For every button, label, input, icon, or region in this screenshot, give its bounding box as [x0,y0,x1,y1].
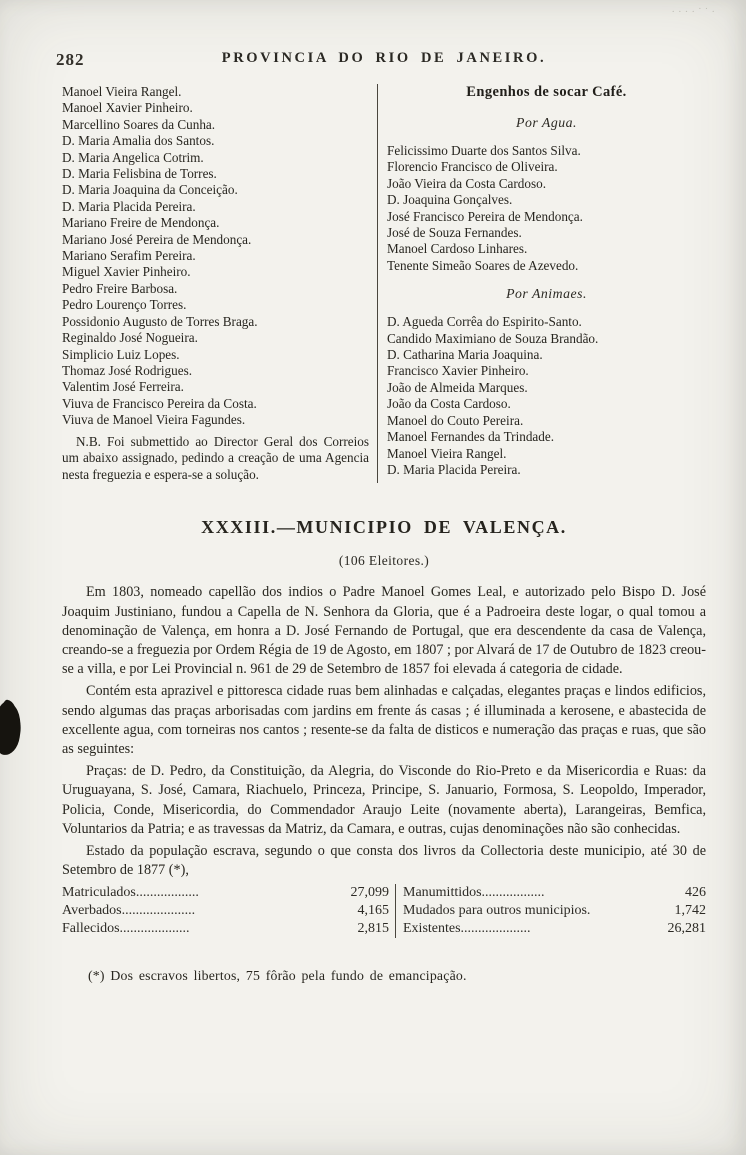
nb-note: N.B. Foi submettido ao Director Geral dos Correios um abaixo assignado, pedindo a creação de uma Agencia nesta freguezia e espera-se a solução. [62,433,369,482]
resident-name: D. Maria Amalia dos Santos. [62,133,215,149]
stat-value: 27,099 [350,885,389,901]
resident-name: D. Maria Joaquina da Conceição. [62,182,238,198]
water-mill-owners-list [387,143,706,274]
page-title: PROVINCIA DO RIO DE JANEIRO. [221,50,547,66]
animal-mill-owner: Candido Maximiano de Souza Brandão. [387,330,599,346]
animal-mill-owner: Manoel Vieira Rangel. [387,445,507,461]
animal-mill-owner: D. Agueda Corrêa do Espirito-Santo. [387,314,582,330]
stat-row-mudados [403,902,706,920]
resident-name: Manoel Vieira Rangel. [62,84,182,99]
stat-label: Averbados..................... [62,903,196,919]
animal-mill-owner: Manoel Fernandes da Trindade. [387,429,555,445]
water-mill-owner: Florencio Francisco de Oliveira. [387,159,558,175]
resident-name: Viuva de Manoel Vieira Fagundes. [62,412,246,428]
stat-row-matriculados [62,884,389,902]
resident-name: Simplicio Luiz Lopes. [62,346,180,362]
water-mill-owner: João Vieira da Costa Cardoso. [387,175,547,191]
paragraph-description: Contém esta aprazivel e pittoresca cidade ruas bem alinhadas e calçadas, elegantes praças e lindos edificios, sendo algumas das praças arborisadas com jardins em frente ás casas ; é illuminada a kerosene, e abastecida de excellente agua, com torneiras nos cantos ; resente-se da falta de disticos e numeração das praças e ruas, que são as seguintes: [62,683,706,757]
left-column [62,84,378,483]
resident-name: D. Maria Felisbina de Torres. [62,166,217,182]
electors-count: (106 Eleitores.) [338,553,430,569]
ink-blot [0,700,23,753]
stat-row-averbados [62,902,389,920]
resident-name: D. Maria Angelica Cotrim. [62,149,204,165]
resident-name: Mariano Serafim Pereira. [62,248,196,264]
right-column [378,84,706,483]
por-agua-heading: Por Agua. [516,115,577,130]
stat-label: Existentes.................... [403,920,531,936]
por-animaes-heading: Por Animaes. [506,286,587,302]
stat-value: 26,281 [667,920,706,936]
stat-label: Manumittidos.................. [403,885,545,901]
resident-name: Reginaldo José Nogueira. [62,330,198,346]
page-header [56,50,706,72]
animal-mill-owner: D. Catharina Maria Joaquina. [387,347,543,363]
resident-name: Thomaz José Rodrigues. [62,362,193,378]
stat-value: 2,815 [357,920,389,936]
resident-name: Viuva de Francisco Pereira da Costa. [62,395,257,411]
resident-name: D. Maria Placida Pereira. [62,198,196,214]
resident-name: Pedro Freire Barbosa. [62,280,178,296]
section-body [62,583,706,880]
animal-mill-owner: Manoel do Couto Pereira. [387,412,524,428]
stats-left-column [62,884,396,937]
stats-right-column [396,884,706,937]
animal-mill-owner: Francisco Xavier Pinheiro. [387,363,529,379]
resident-name: Valentim José Ferreira. [62,379,184,395]
water-mill-owner: Tenente Simeão Soares de Azevedo. [387,257,579,273]
stat-row-fallecidos [62,920,389,938]
stat-label: Mudados para outros municipios. [403,903,591,919]
animal-mill-owner: D. Maria Placida Pereira. [387,461,521,477]
water-mill-owner: Felicissimo Duarte dos Santos Silva. [387,143,581,158]
stat-value: 4,165 [357,903,389,919]
stat-row-existentes [403,920,706,938]
water-mill-owner: D. Joaquina Gonçalves. [387,192,513,208]
page-number: 282 [56,50,85,69]
stat-value: 426 [685,885,706,901]
resident-name: Miguel Xavier Pinheiro. [62,264,191,280]
water-mill-owner: Manoel Cardoso Linhares. [387,241,528,257]
resident-name: Marcellino Soares da Cunha. [62,116,216,132]
paragraph-slave-population: Estado da população escrava, segundo o que consta dos livros da Collectoria deste municipio, até 30 de Setembro de 1877 (*), [62,842,706,879]
paragraph-history: Em 1803, nomeado capellão dos indios o Padre Manoel Gomes Leal, e autorizado pelo Bispo D. José Joaquim Justiniano, fundou a Capella de N. Senhora da Gloria, que é a Padroeira deste logar, o qual tomou a denominação de Valença, em honra a D. José Fernando de Portugal, que era descendente da casa de Valença, creando-se a freguezia por Ordem Régia de 19 de Agosto, em 1807 ; por Alvará de 17 de Outubro de 1823 creou-se a villa, e por Lei Provincial n. 961 de 29 de Setembro de 1857 foi elevada á categoria de cidade. [62,584,706,678]
water-mill-owner: José de Souza Fernandes. [387,225,522,241]
stat-value: 1,742 [674,903,706,919]
resident-name: Mariano Freire de Mendonça. [62,215,220,231]
footnote: (*) Dos escravos libertos, 75 fôrão pela fundo de emancipação. [88,967,467,983]
resident-name: Possidonio Augusto de Torres Braga. [62,313,258,329]
resident-name: Manoel Xavier Pinheiro. [62,100,193,116]
animal-mill-owner: João da Costa Cardoso. [387,396,511,412]
stat-label: Matriculados.................. [62,885,199,901]
resident-name: Mariano José Pereira de Mendonça. [62,231,252,247]
residents-name-list [62,84,369,429]
paragraph-streets: Praças: de D. Pedro, da Constituição, da Alegria, do Visconde do Rio-Preto e da Misericordia e Ruas: da Uruguayana, S. José, Camara, Riachuelo, Princeza, Principe, S. Januario, Formosa, S. Leopoldo, Imperador, Policia, Conde, Misericordia, do Commendador Araujo Leite (novamente aberta), Larangeiras, Bemfica, Voluntarios da Patria; e as travessas da Matriz, da Camara, e outras, cujas denominações não são conhecidas. [62,763,706,837]
corner-smudge: ····˙˙· [671,6,718,18]
stat-row-manumittidos [403,884,706,902]
water-mill-owner: José Francisco Pereira de Mendonça. [387,208,583,224]
animal-mill-owners-list [387,314,706,478]
animal-mill-owner: João de Almeida Marques. [387,379,528,395]
stat-label: Fallecidos.................... [62,920,190,936]
engenhos-title: Engenhos de socar Café. [466,84,627,100]
section-title-valenca: XXXIII.—MUNICIPIO DE VALENÇA. [201,517,567,538]
slave-statistics-table [62,884,706,937]
two-column-lists [62,84,706,483]
resident-name: Pedro Lourenço Torres. [62,297,187,313]
